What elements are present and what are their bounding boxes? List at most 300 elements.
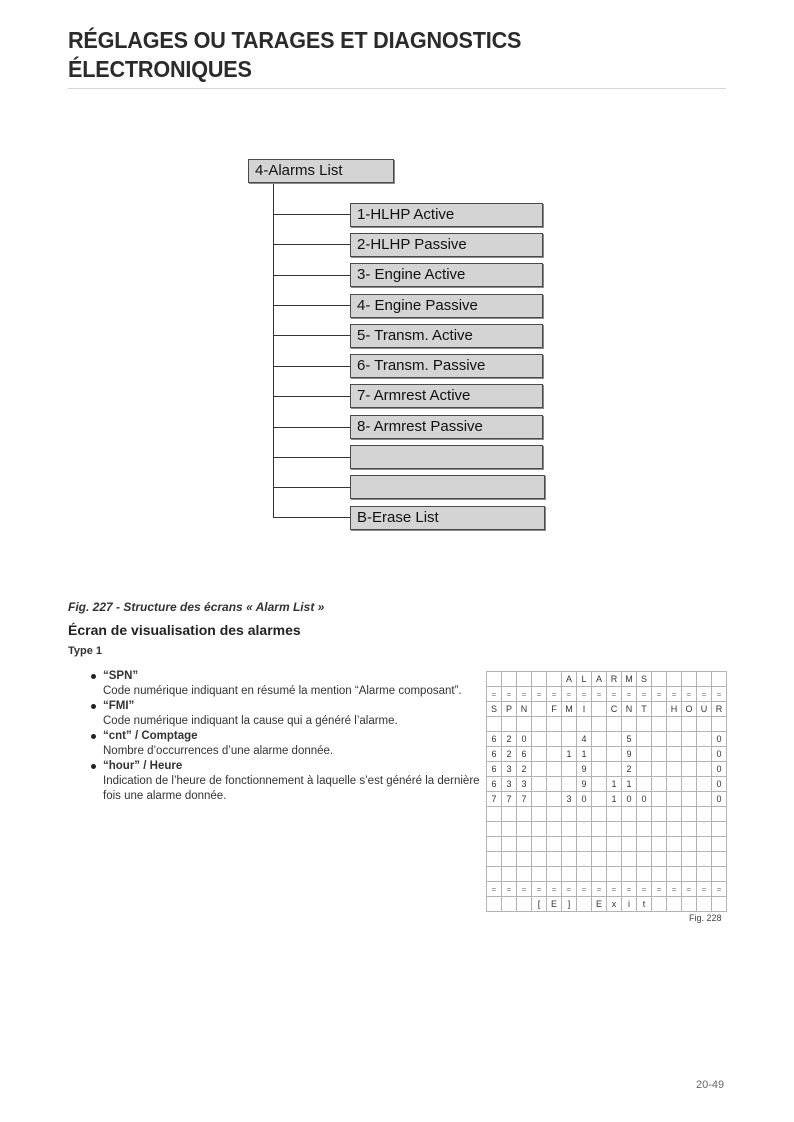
grid-cell (712, 837, 727, 852)
grid-cell: 7 (487, 792, 502, 807)
grid-cell: 0 (712, 762, 727, 777)
grid-cell (682, 672, 697, 687)
grid-cell (667, 897, 682, 912)
grid-cell: 1 (562, 747, 577, 762)
definition-item (90, 729, 482, 759)
definition-item (90, 699, 482, 729)
tree-branch-line (273, 366, 350, 367)
grid-cell (502, 837, 517, 852)
grid-row (487, 777, 727, 792)
grid-cell: 2 (502, 732, 517, 747)
grid-cell (547, 807, 562, 822)
grid-cell (502, 822, 517, 837)
grid-cell: I (577, 702, 592, 717)
grid-cell (637, 777, 652, 792)
grid-cell: = (577, 882, 592, 897)
grid-cell (592, 747, 607, 762)
grid-cell (682, 867, 697, 882)
grid-cell: [ (532, 897, 547, 912)
figure-number: Fig. 228 (689, 913, 722, 923)
grid-cell: = (607, 882, 622, 897)
grid-row (487, 852, 727, 867)
grid-cell: 7 (502, 792, 517, 807)
tree-branch-line (273, 244, 350, 245)
grid-cell (637, 762, 652, 777)
grid-cell (577, 822, 592, 837)
grid-cell (547, 852, 562, 867)
grid-cell (592, 807, 607, 822)
grid-cell (577, 867, 592, 882)
grid-cell (487, 717, 502, 732)
grid-cell (547, 672, 562, 687)
grid-cell: T (637, 702, 652, 717)
grid-cell (607, 837, 622, 852)
grid-cell (652, 777, 667, 792)
menu-root-alarms-list: 4-Alarms List (248, 159, 394, 183)
grid-cell: F (547, 702, 562, 717)
menu-item-empty (350, 445, 543, 469)
grid-row (487, 807, 727, 822)
grid-cell: E (547, 897, 562, 912)
section-heading: Écran de visualisation des alarmes (68, 622, 301, 638)
grid-cell: H (667, 702, 682, 717)
grid-cell (682, 807, 697, 822)
figure-caption: Fig. 227 - Structure des écrans « Alarm List » (68, 600, 325, 614)
page-title (68, 26, 521, 84)
grid-cell: = (592, 882, 607, 897)
grid-cell (547, 867, 562, 882)
grid-cell (667, 822, 682, 837)
grid-cell (667, 747, 682, 762)
grid-cell: S (637, 672, 652, 687)
grid-cell (637, 867, 652, 882)
grid-cell (517, 867, 532, 882)
grid-cell: 2 (502, 747, 517, 762)
grid-cell (562, 777, 577, 792)
grid-cell (682, 732, 697, 747)
grid-cell (712, 822, 727, 837)
grid-cell: = (592, 687, 607, 702)
grid-cell (637, 852, 652, 867)
grid-row (487, 882, 727, 897)
grid-cell (697, 867, 712, 882)
grid-cell (652, 822, 667, 837)
grid-cell (532, 747, 547, 762)
grid-cell (667, 852, 682, 867)
grid-cell: R (607, 672, 622, 687)
menu-item-engine-active: 3- Engine Active (350, 263, 543, 287)
grid-cell (682, 837, 697, 852)
tree-branch-line (273, 305, 350, 306)
grid-cell (682, 717, 697, 732)
grid-cell (502, 867, 517, 882)
grid-cell (667, 762, 682, 777)
grid-cell (562, 807, 577, 822)
grid-cell: 0 (637, 792, 652, 807)
grid-cell (712, 852, 727, 867)
grid-row (487, 687, 727, 702)
grid-cell (607, 747, 622, 762)
grid-cell (697, 852, 712, 867)
grid-row (487, 867, 727, 882)
grid-cell: = (667, 882, 682, 897)
grid-cell: 4 (577, 732, 592, 747)
alarm-screen-grid (486, 671, 727, 912)
grid-cell (607, 762, 622, 777)
grid-cell (577, 852, 592, 867)
grid-cell (637, 732, 652, 747)
grid-cell (562, 762, 577, 777)
grid-cell: 3 (517, 777, 532, 792)
grid-cell (577, 837, 592, 852)
grid-cell: = (637, 882, 652, 897)
grid-cell: = (637, 687, 652, 702)
tree-branch-line (273, 214, 350, 215)
grid-cell: = (547, 882, 562, 897)
grid-cell (622, 867, 637, 882)
grid-cell: = (682, 687, 697, 702)
grid-cell: M (622, 672, 637, 687)
grid-cell: 9 (577, 777, 592, 792)
grid-cell (652, 852, 667, 867)
grid-cell (592, 702, 607, 717)
grid-cell: N (622, 702, 637, 717)
grid-cell (592, 717, 607, 732)
grid-cell: 2 (622, 762, 637, 777)
grid-cell (682, 792, 697, 807)
tree-branch-line (273, 335, 350, 336)
grid-cell (667, 807, 682, 822)
grid-cell (607, 867, 622, 882)
grid-cell (652, 747, 667, 762)
definition-desc: Nombre d’occurrences d’une alarme donnée. (103, 745, 334, 757)
grid-cell (667, 867, 682, 882)
grid-cell (652, 792, 667, 807)
definition-term: “FMI” (103, 700, 135, 712)
menu-item-armrest-active: 7- Armrest Active (350, 384, 543, 408)
grid-row (487, 672, 727, 687)
grid-cell: C (607, 702, 622, 717)
grid-cell (592, 732, 607, 747)
grid-cell (652, 807, 667, 822)
menu-item-hlhp-active: 1-HLHP Active (350, 203, 543, 227)
grid-cell (607, 807, 622, 822)
grid-cell (712, 672, 727, 687)
grid-cell: 0 (712, 747, 727, 762)
grid-cell: = (487, 882, 502, 897)
grid-cell (532, 717, 547, 732)
grid-cell (532, 702, 547, 717)
grid-cell (562, 732, 577, 747)
grid-cell (682, 852, 697, 867)
grid-cell (712, 897, 727, 912)
grid-cell: = (517, 687, 532, 702)
grid-cell (577, 897, 592, 912)
grid-cell (487, 852, 502, 867)
tree-branch-line (273, 396, 350, 397)
grid-cell: ] (562, 897, 577, 912)
grid-cell (682, 747, 697, 762)
menu-item-erase-list: B-Erase List (350, 506, 545, 530)
grid-cell (502, 672, 517, 687)
grid-cell: 3 (502, 777, 517, 792)
grid-cell (607, 822, 622, 837)
grid-cell (697, 822, 712, 837)
grid-cell (517, 807, 532, 822)
grid-cell: L (577, 672, 592, 687)
grid-cell: 0 (712, 732, 727, 747)
grid-cell (517, 717, 532, 732)
grid-cell (637, 717, 652, 732)
grid-cell: = (562, 882, 577, 897)
grid-row (487, 732, 727, 747)
grid-cell (637, 837, 652, 852)
grid-row (487, 837, 727, 852)
menu-item-transm-passive: 6- Transm. Passive (350, 354, 543, 378)
grid-cell (592, 822, 607, 837)
grid-cell (697, 732, 712, 747)
grid-cell: t (637, 897, 652, 912)
grid-cell: S (487, 702, 502, 717)
grid-cell (487, 837, 502, 852)
grid-cell (682, 777, 697, 792)
grid-cell: 1 (607, 792, 622, 807)
grid-cell (652, 897, 667, 912)
title-divider (68, 88, 726, 89)
grid-cell: 0 (622, 792, 637, 807)
page-number: 20-49 (696, 1079, 725, 1091)
grid-cell: U (697, 702, 712, 717)
grid-cell: = (532, 687, 547, 702)
tree-branch-line (273, 487, 350, 488)
grid-row (487, 822, 727, 837)
grid-cell (607, 732, 622, 747)
grid-cell: = (652, 687, 667, 702)
grid-cell (667, 717, 682, 732)
grid-cell: = (577, 687, 592, 702)
grid-cell: M (562, 702, 577, 717)
grid-cell (667, 792, 682, 807)
tree-branch-line (273, 457, 350, 458)
grid-cell (517, 837, 532, 852)
grid-cell (637, 807, 652, 822)
grid-cell (562, 852, 577, 867)
grid-cell (652, 762, 667, 777)
grid-cell: = (562, 687, 577, 702)
grid-cell (607, 852, 622, 867)
definition-desc: Code numérique indiquant la cause qui a généré l’alarme. (103, 715, 398, 727)
grid-cell (547, 837, 562, 852)
grid-row (487, 762, 727, 777)
grid-cell (652, 732, 667, 747)
grid-cell (712, 867, 727, 882)
grid-cell (592, 792, 607, 807)
grid-cell (697, 747, 712, 762)
grid-cell (622, 822, 637, 837)
grid-cell (532, 732, 547, 747)
grid-cell: x (607, 897, 622, 912)
grid-cell: 7 (517, 792, 532, 807)
grid-cell (652, 702, 667, 717)
grid-cell (547, 777, 562, 792)
grid-cell: 0 (517, 732, 532, 747)
grid-cell: 1 (577, 747, 592, 762)
grid-cell: 1 (622, 777, 637, 792)
grid-cell (532, 762, 547, 777)
grid-cell (517, 897, 532, 912)
grid-cell (667, 672, 682, 687)
grid-row (487, 747, 727, 762)
grid-cell: 3 (562, 792, 577, 807)
tree-branch-line (273, 427, 350, 428)
grid-cell (562, 822, 577, 837)
grid-cell: = (487, 687, 502, 702)
grid-cell (622, 807, 637, 822)
section-subheading: Type 1 (68, 645, 103, 657)
grid-cell (502, 852, 517, 867)
grid-cell: 3 (502, 762, 517, 777)
grid-cell (637, 747, 652, 762)
grid-cell: i (622, 897, 637, 912)
menu-item-armrest-passive: 8- Armrest Passive (350, 415, 543, 439)
grid-cell (667, 777, 682, 792)
tree-branch-line (273, 517, 350, 518)
grid-cell (697, 897, 712, 912)
grid-cell: = (697, 687, 712, 702)
grid-cell: 6 (517, 747, 532, 762)
grid-cell (592, 837, 607, 852)
grid-cell (622, 717, 637, 732)
grid-cell (547, 762, 562, 777)
grid-cell (697, 807, 712, 822)
grid-cell (487, 897, 502, 912)
grid-cell: 6 (487, 747, 502, 762)
grid-cell (652, 717, 667, 732)
grid-cell (502, 897, 517, 912)
grid-cell: 0 (712, 792, 727, 807)
grid-cell (697, 837, 712, 852)
grid-cell: A (562, 672, 577, 687)
grid-cell (487, 867, 502, 882)
grid-cell (532, 867, 547, 882)
grid-cell: 0 (712, 777, 727, 792)
grid-cell (532, 807, 547, 822)
grid-cell (547, 717, 562, 732)
grid-cell (682, 762, 697, 777)
grid-cell (712, 717, 727, 732)
grid-cell (532, 822, 547, 837)
grid-cell (697, 762, 712, 777)
definition-term: “hour” / Heure (103, 760, 183, 772)
definition-list (90, 669, 482, 804)
grid-cell (532, 777, 547, 792)
grid-cell: 6 (487, 762, 502, 777)
definition-term: “SPN” (103, 670, 139, 682)
grid-cell (622, 837, 637, 852)
grid-cell (652, 837, 667, 852)
grid-cell: = (607, 687, 622, 702)
grid-cell (592, 852, 607, 867)
grid-cell: = (547, 687, 562, 702)
grid-cell: 6 (487, 777, 502, 792)
grid-cell (667, 837, 682, 852)
grid-row (487, 897, 727, 912)
grid-cell (652, 672, 667, 687)
grid-cell (562, 867, 577, 882)
grid-cell: 9 (622, 747, 637, 762)
grid-cell: O (682, 702, 697, 717)
grid-cell (592, 867, 607, 882)
definition-desc: Code numérique indiquant en résumé la mention “Alarme composant”. (103, 685, 462, 697)
grid-cell: 0 (577, 792, 592, 807)
grid-cell (592, 777, 607, 792)
grid-cell (562, 717, 577, 732)
grid-cell: 5 (622, 732, 637, 747)
grid-cell: = (682, 882, 697, 897)
grid-cell (697, 792, 712, 807)
page-title-line-2: ÉLECTRONIQUES (68, 56, 252, 82)
grid-cell (532, 672, 547, 687)
grid-cell (547, 747, 562, 762)
tree-trunk-line (273, 183, 274, 517)
grid-cell: = (622, 687, 637, 702)
grid-cell (607, 717, 622, 732)
grid-cell (502, 717, 517, 732)
grid-cell: = (502, 687, 517, 702)
grid-cell: = (712, 882, 727, 897)
grid-cell: R (712, 702, 727, 717)
definition-term: “cnt” / Comptage (103, 730, 198, 742)
grid-cell: = (697, 882, 712, 897)
tree-branch-line (273, 275, 350, 276)
grid-cell: = (532, 882, 547, 897)
grid-cell: N (517, 702, 532, 717)
grid-cell: = (712, 687, 727, 702)
grid-cell: P (502, 702, 517, 717)
grid-cell (532, 837, 547, 852)
grid-cell (547, 822, 562, 837)
grid-cell (592, 762, 607, 777)
grid-cell (577, 807, 592, 822)
grid-row (487, 717, 727, 732)
grid-cell (532, 852, 547, 867)
grid-cell: E (592, 897, 607, 912)
grid-cell (652, 867, 667, 882)
grid-cell (667, 732, 682, 747)
page-title-line-1: RÉGLAGES OU TARAGES ET DIAGNOSTICS (68, 27, 522, 53)
grid-cell (517, 852, 532, 867)
grid-cell: = (502, 882, 517, 897)
grid-cell (487, 807, 502, 822)
grid-cell: = (652, 882, 667, 897)
grid-row (487, 702, 727, 717)
grid-cell (502, 807, 517, 822)
grid-cell (487, 822, 502, 837)
grid-cell (712, 807, 727, 822)
grid-cell: 6 (487, 732, 502, 747)
grid-cell (622, 852, 637, 867)
grid-cell (697, 717, 712, 732)
definition-item (90, 669, 482, 699)
grid-cell: = (622, 882, 637, 897)
grid-cell: = (667, 687, 682, 702)
grid-cell (547, 732, 562, 747)
grid-cell (637, 822, 652, 837)
grid-cell: A (592, 672, 607, 687)
grid-cell (487, 672, 502, 687)
menu-item-hlhp-passive: 2-HLHP Passive (350, 233, 543, 257)
grid-cell (682, 897, 697, 912)
